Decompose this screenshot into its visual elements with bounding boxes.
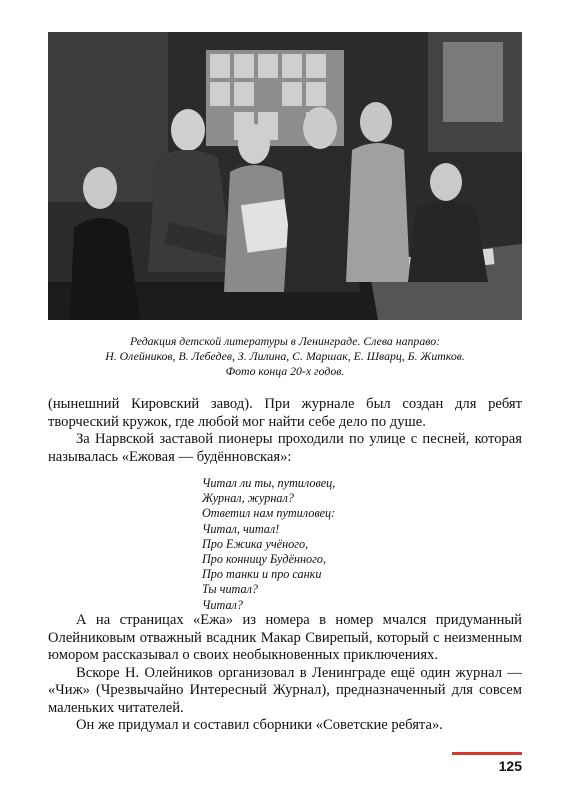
body-text-top <box>48 396 522 466</box>
paragraph: Он же придумал и составил сборники «Советские ребята». <box>76 717 443 733</box>
page-number: 125 <box>498 758 522 774</box>
footer-rule <box>452 752 522 755</box>
poem-line: Читал, читал! <box>202 521 280 536</box>
photo-caption <box>20 334 550 379</box>
paragraph: (нынешний Кировский завод). При журнале был создан для ребят творческий кружок, где любой мог найти себе дело по душе. <box>48 396 522 430</box>
body-text-bottom <box>48 612 522 735</box>
poem-line: Читал? <box>202 597 243 612</box>
poem-line: Ты читал? <box>202 582 258 597</box>
poem-line: Про конницу Будённого, <box>202 552 327 567</box>
poem-line: Ответил нам путиловец: <box>202 506 336 521</box>
paragraph: А на страницах «Ежа» из номера в номер мчался придуманный Олейниковым отважный всадник Макар Свирепый, который с неизменным юмором рассказывал о своих необыкновенных приключениях. <box>48 612 522 663</box>
poem <box>202 476 335 613</box>
group-photo <box>48 32 522 320</box>
poem-line: Про танки и про санки <box>202 567 322 582</box>
paragraph: Вскоре Н. Олейников организовал в Ленинграде ещё один журнал — «Чиж» (Чрезвычайно Интересный Журнал), предназначенный для совсем маленьких читателей. <box>48 664 522 716</box>
caption-line: Н. Олейников, В. Лебедев, З. Лилина, С. Маршак, Е. Шварц, Б. Житков. <box>105 349 465 363</box>
caption-line: Редакция детской литературы в Ленинграде. Слева направо: <box>129 334 441 348</box>
caption-line: Фото конца 20-х годов. <box>225 364 345 378</box>
group-photo-image <box>48 32 522 320</box>
poem-line: Журнал, журнал? <box>202 491 294 506</box>
poem-line: Про Ежика учёного, <box>202 536 309 551</box>
paragraph: За Нарвской заставой пионеры проходили по улице с песней, которая называлась «Ежовая — будённовская»: <box>48 431 522 465</box>
poem-line: Читал ли ты, путиловец, <box>202 476 336 490</box>
